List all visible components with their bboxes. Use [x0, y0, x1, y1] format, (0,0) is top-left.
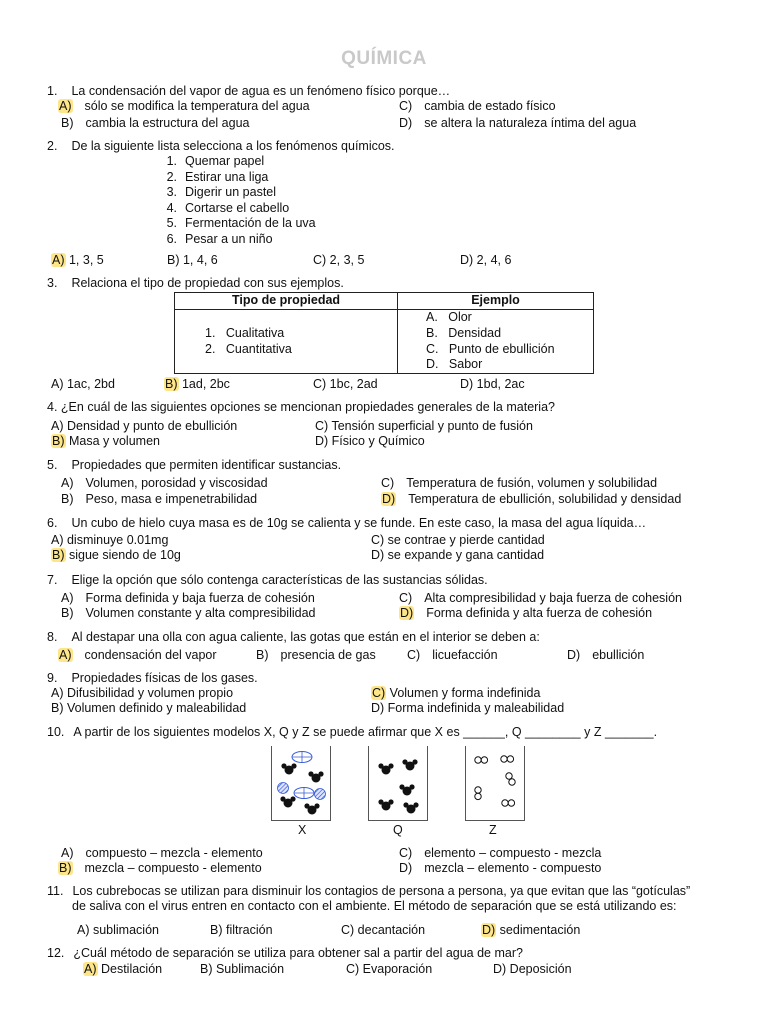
question-text: A partir de los siguientes modelos X, Q y Z se puede afirmar que X es ______, Q ________ y Z _______. — [73, 725, 658, 739]
option-text: filtración — [222, 923, 273, 937]
q5-option-b[interactable] — [61, 492, 257, 506]
option-letter: B) — [256, 648, 269, 662]
question-7 — [47, 573, 488, 587]
item-letter: B. — [426, 325, 438, 340]
model-x-box — [271, 746, 331, 821]
table-item — [181, 342, 391, 358]
black-molecule-icon — [308, 771, 323, 782]
option-text: Forma definida y baja fuerza de cohesión — [85, 591, 315, 605]
item-text: Punto de ebullición — [448, 341, 555, 356]
list-item — [155, 232, 316, 248]
item-letter: A. — [426, 310, 438, 324]
option-letter: A) — [51, 686, 64, 700]
list-text: Fermentación de la uva — [185, 216, 316, 230]
list-text: Digerir un pastel — [185, 185, 277, 199]
option-letter: B) — [167, 253, 180, 267]
q4-option-c[interactable] — [315, 419, 533, 433]
item-text: Sabor — [448, 357, 483, 372]
option-letter: A) — [61, 846, 74, 860]
option-text: Volumen y forma indefinida — [386, 686, 541, 700]
option-letter: B) — [210, 923, 223, 937]
q10-option-b[interactable] — [58, 861, 262, 875]
q2-option-b[interactable] — [167, 253, 218, 267]
table-item — [404, 326, 587, 342]
q5-option-a[interactable] — [61, 476, 268, 490]
question-number: 5. — [47, 458, 58, 472]
q1-option-c[interactable] — [399, 99, 556, 113]
option-text: sublimación — [89, 923, 159, 937]
option-text: Volumen definido y maleabilidad — [63, 701, 247, 715]
question-3 — [47, 276, 344, 290]
q9-option-c[interactable] — [371, 686, 540, 700]
option-letter: B) — [61, 492, 74, 506]
option-text: 1bc, 2ad — [326, 377, 378, 391]
item-letter: C. — [426, 341, 439, 356]
option-letter: C) — [399, 591, 413, 605]
black-molecule-icon — [399, 784, 414, 795]
option-letter: C) — [407, 648, 421, 662]
option-letter: D) — [371, 701, 385, 715]
option-letter-highlighted: A) — [59, 99, 72, 113]
option-letter: A) — [51, 533, 64, 547]
option-letter-highlighted: D) — [400, 606, 414, 620]
table-header-example: Ejemplo — [398, 293, 594, 310]
black-molecule-icon — [304, 803, 319, 814]
option-letter: B) — [51, 701, 64, 715]
option-letter-highlighted: A) — [84, 962, 97, 976]
option-text: 1bd, 2ac — [473, 377, 525, 391]
option-text: 2, 4, 6 — [473, 253, 512, 267]
option-text: mezcla – compuesto - elemento — [84, 861, 262, 875]
option-letter-highlighted: A) — [59, 648, 72, 662]
q12-option-b[interactable] — [200, 962, 284, 976]
option-letter: A) — [51, 419, 64, 433]
option-letter: A) — [77, 923, 90, 937]
question-1 — [47, 84, 450, 98]
option-letter-highlighted: B) — [52, 434, 65, 448]
table-cell-examples — [398, 310, 594, 374]
option-letter: B) — [200, 962, 213, 976]
option-text: 1ad, 2bc — [178, 377, 230, 391]
option-text: Masa y volumen — [65, 434, 160, 448]
list-item — [155, 185, 316, 201]
list-text: Estirar una liga — [185, 169, 269, 184]
option-letter: D) — [399, 116, 413, 130]
option-letter: C) — [313, 253, 327, 267]
question-number: 3. — [47, 276, 58, 290]
option-letter: C) — [371, 533, 385, 547]
option-text: Peso, masa e impenetrabilidad — [85, 492, 258, 506]
q6-option-a[interactable] — [51, 533, 168, 547]
q4-option-d[interactable] — [315, 434, 425, 448]
white-molecule-icon — [502, 800, 515, 806]
option-text: sigue siendo de 10g — [65, 548, 181, 562]
question-number: 4. — [47, 400, 58, 414]
option-text: Forma indefinida y maleabilidad — [384, 701, 565, 715]
black-molecule-icon — [378, 799, 393, 810]
q1-option-b[interactable] — [61, 116, 249, 130]
option-letter: D) — [567, 648, 581, 662]
list-item — [155, 201, 316, 217]
option-text: elemento – compuesto - mezcla — [424, 846, 602, 860]
option-letter-highlighted: A) — [52, 253, 65, 267]
black-molecule-icon — [280, 796, 295, 807]
option-text: ebullición — [592, 648, 645, 662]
option-letter: C) — [341, 923, 355, 937]
list-item — [155, 216, 316, 232]
question-text: Los cubrebocas se utilizan para disminuir los contagios de persona a persona, ya que evitan que las “gotículas” — [72, 884, 691, 898]
option-text: presencia de gas — [280, 648, 376, 662]
q1-option-a[interactable] — [58, 99, 310, 113]
q12-option-a[interactable] — [83, 962, 162, 976]
question-number: 6. — [47, 516, 58, 530]
question-text: ¿En cuál de las siguientes opciones se mencionan propiedades generales de la materia? — [60, 400, 555, 414]
option-letter-highlighted: D) — [382, 492, 396, 506]
option-text: decantación — [354, 923, 426, 937]
list-number: 5. — [166, 216, 177, 230]
question-text: La condensación del vapor de agua es un fenómeno físico porque… — [71, 84, 451, 98]
option-letter-highlighted: D) — [482, 923, 496, 937]
q2-option-d[interactable] — [460, 253, 511, 267]
q11-option-c[interactable] — [341, 923, 425, 937]
table-cell-types — [175, 310, 398, 374]
list-text: Cortarse el cabello — [185, 200, 290, 215]
option-text: Destilación — [97, 962, 163, 976]
q10-option-a[interactable] — [61, 846, 263, 860]
question-text: De la siguiente lista selecciona a los fenómenos químicos. — [71, 139, 395, 153]
q10-option-c[interactable] — [399, 846, 601, 860]
option-text: cambia la estructura del agua — [85, 116, 250, 130]
option-text: Forma definida y alta fuerza de cohesión — [426, 606, 653, 620]
q12-option-d[interactable] — [493, 962, 572, 976]
option-letter-highlighted: B) — [165, 377, 178, 391]
q6-option-d[interactable] — [371, 548, 544, 562]
table-item — [404, 310, 587, 326]
q9-option-d[interactable] — [371, 701, 564, 715]
option-letter: A) — [61, 476, 74, 490]
question-12 — [47, 946, 523, 960]
option-letter: C) — [399, 846, 413, 860]
q8-option-b[interactable] — [256, 648, 376, 662]
option-text: Densidad y punto de ebullición — [63, 419, 238, 433]
item-text: Densidad — [448, 325, 502, 340]
option-letter: B) — [61, 606, 74, 620]
option-text: Sublimación — [212, 962, 285, 976]
q2-option-a[interactable] — [51, 253, 104, 267]
white-molecule-icon — [475, 757, 488, 763]
q11-option-b[interactable] — [210, 923, 273, 937]
list-number: 3. — [166, 185, 177, 199]
question-number: 1. — [47, 84, 58, 98]
option-text: se altera la naturaleza íntima del agua — [424, 116, 637, 130]
black-molecule-icon — [281, 763, 296, 774]
q11-option-a[interactable] — [77, 923, 159, 937]
question-8 — [47, 630, 540, 644]
option-text: Evaporación — [359, 962, 433, 976]
table-item — [404, 357, 587, 373]
property-table — [174, 292, 594, 374]
item-number: 2. — [205, 341, 216, 356]
q8-option-a[interactable] — [58, 648, 217, 662]
question-text: Propiedades que permiten identificar sustancias. — [71, 458, 342, 472]
question-number: 7. — [47, 573, 58, 587]
q6-option-b[interactable] — [51, 548, 181, 562]
q9-option-b[interactable] — [51, 701, 246, 715]
question-number: 11. — [47, 884, 64, 898]
question-text: Al destapar una olla con agua caliente, las gotas que están en el interior se deben a: — [71, 630, 540, 644]
white-molecule-icon — [475, 787, 481, 800]
option-text: Temperatura de ebullición, solubilidad y densidad — [408, 492, 682, 506]
q5-option-c[interactable] — [381, 476, 657, 490]
q11-option-d[interactable] — [481, 923, 580, 937]
option-letter: D) — [460, 377, 474, 391]
q3-option-c[interactable] — [313, 377, 378, 391]
option-text: 1ac, 2bd — [63, 377, 115, 391]
model-label-q: Q — [393, 823, 403, 837]
option-text: se expande y gana cantidad — [384, 548, 545, 562]
q12-option-c[interactable] — [346, 962, 432, 976]
white-molecule-icon — [506, 773, 515, 785]
model-z-box — [465, 746, 525, 821]
q7-option-d[interactable] — [399, 606, 652, 620]
question-number: 10. — [47, 725, 65, 739]
option-text: Físico y Químico — [328, 434, 425, 448]
option-letter: D) — [371, 548, 385, 562]
q9-option-a[interactable] — [51, 686, 233, 700]
option-letter: D) — [399, 861, 413, 875]
option-text: Temperatura de fusión, volumen y solubilidad — [406, 476, 658, 490]
q4-option-a[interactable] — [51, 419, 237, 433]
option-letter: D) — [460, 253, 474, 267]
question-4 — [47, 400, 555, 414]
option-text: condensación del vapor — [84, 648, 217, 662]
list-number: 4. — [166, 200, 177, 215]
q2-list — [155, 154, 316, 247]
option-letter: C) — [315, 419, 329, 433]
question-11-line2: de saliva con el virus entren en contacto con el ambiente. El método de separación que se está utilizando es: — [72, 899, 677, 913]
question-number: 9. — [47, 671, 58, 685]
model-q-diagram — [369, 746, 427, 820]
table-item — [404, 342, 587, 358]
option-letter: C) — [399, 99, 413, 113]
q4-option-b[interactable] — [51, 434, 160, 448]
q1-option-d[interactable] — [399, 116, 636, 130]
option-text: sedimentación — [496, 923, 581, 937]
option-text: disminuye 0.01mg — [63, 533, 169, 547]
item-text: Olor — [448, 310, 472, 324]
option-text: Volumen constante y alta compresibilidad — [85, 606, 316, 620]
question-text: Elige la opción que sólo contenga características de las sustancias sólidas. — [71, 573, 488, 587]
option-letter: C) — [346, 962, 360, 976]
table-item — [181, 326, 391, 342]
option-text: 1, 3, 5 — [65, 253, 104, 267]
q8-option-c[interactable] — [407, 648, 498, 662]
black-molecule-icon — [403, 802, 418, 813]
model-z-diagram — [466, 746, 524, 820]
item-text: Cualitativa — [225, 325, 285, 340]
option-letter-highlighted: B) — [59, 861, 72, 875]
black-molecule-icon — [402, 759, 417, 770]
question-text: Propiedades físicas de los gases. — [71, 671, 258, 685]
question-9 — [47, 671, 258, 685]
item-text: Cuantitativa — [225, 341, 292, 356]
option-text: 1, 4, 6 — [179, 253, 218, 267]
option-letter: C) — [381, 476, 395, 490]
list-item — [155, 170, 316, 186]
item-letter: D. — [426, 357, 439, 372]
table-header-type: Tipo de propiedad — [175, 293, 398, 310]
q8-option-d[interactable] — [567, 648, 644, 662]
black-molecule-icon — [378, 763, 393, 774]
option-text: cambia de estado físico — [424, 99, 556, 113]
option-text: mezcla – elemento - compuesto — [424, 861, 602, 875]
option-letter: B) — [61, 116, 74, 130]
q3-option-b[interactable] — [164, 377, 230, 391]
option-letter: A) — [51, 377, 64, 391]
question-2 — [47, 139, 395, 153]
q3-option-a[interactable] — [51, 377, 115, 391]
option-text: se contrae y pierde cantidad — [384, 533, 545, 547]
question-5 — [47, 458, 341, 472]
option-text: 2, 3, 5 — [326, 253, 365, 267]
option-text: sólo se modifica la temperatura del agua — [84, 99, 310, 113]
question-text: ¿Cuál método de separación se utiliza para obtener sal a partir del agua de mar? — [73, 946, 523, 960]
option-text: Tensión superficial y punto de fusión — [328, 419, 533, 433]
question-number: 8. — [47, 630, 58, 644]
q2-option-c[interactable] — [313, 253, 364, 267]
question-text: Un cubo de hielo cuya masa es de 10g se calienta y se funde. En este caso, la masa del agua líquida… — [71, 516, 647, 530]
option-text: Volumen, porosidad y viscosidad — [85, 476, 268, 490]
model-q-box — [368, 746, 428, 821]
option-text: Deposición — [506, 962, 572, 976]
q7-option-b[interactable] — [61, 606, 316, 620]
option-letter: D) — [315, 434, 329, 448]
hatched-atom-icon — [315, 789, 326, 800]
q7-option-c[interactable] — [399, 591, 682, 605]
model-x-diagram — [272, 746, 330, 820]
question-number: 12. — [47, 946, 65, 960]
option-letter: D) — [493, 962, 507, 976]
question-6 — [47, 516, 646, 530]
list-text: Pesar a un niño — [185, 231, 273, 246]
q10-option-d[interactable] — [399, 861, 601, 875]
page-title: QUÍMICA — [341, 48, 427, 69]
option-letter-highlighted: C) — [372, 686, 386, 700]
question-10 — [47, 725, 657, 739]
item-number: 1. — [205, 325, 216, 340]
list-number: 1. — [166, 154, 177, 168]
option-text: licuefacción — [432, 648, 498, 662]
option-text: Alta compresibilidad y baja fuerza de cohesión — [424, 591, 682, 605]
q6-option-c[interactable] — [371, 533, 545, 547]
option-text: Difusibilidad y volumen propio — [63, 686, 234, 700]
option-letter-highlighted: B) — [52, 548, 65, 562]
q7-option-a[interactable] — [61, 591, 315, 605]
list-text: Quemar papel — [185, 154, 265, 168]
q5-option-d[interactable] — [381, 492, 681, 506]
option-letter: A) — [61, 591, 74, 605]
option-letter: C) — [313, 377, 327, 391]
white-molecule-icon — [501, 756, 514, 762]
list-number: 2. — [166, 169, 177, 184]
list-number: 6. — [166, 231, 177, 246]
hatched-atom-icon — [278, 783, 289, 794]
list-item — [155, 154, 316, 170]
model-label-x: X — [298, 823, 307, 837]
option-text: compuesto – mezcla - elemento — [85, 846, 263, 860]
question-11 — [47, 884, 690, 898]
q3-option-d[interactable] — [460, 377, 525, 391]
question-number: 2. — [47, 139, 58, 153]
model-label-z: Z — [489, 823, 497, 837]
question-text: Relaciona el tipo de propiedad con sus ejemplos. — [71, 276, 344, 290]
